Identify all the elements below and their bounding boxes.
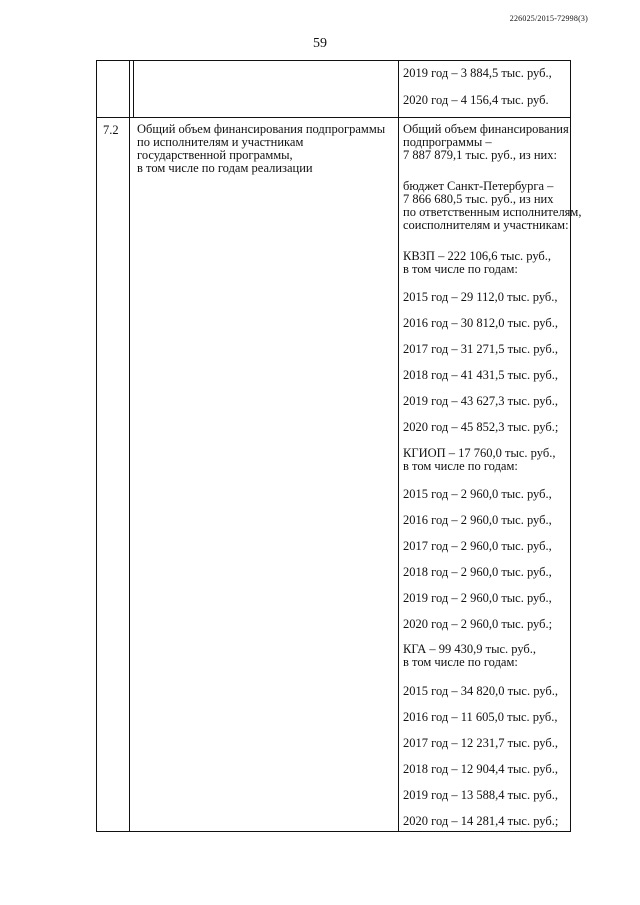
year-line: 2020 год – 14 281,4 тыс. руб.; xyxy=(403,814,559,828)
year-line: 2015 год – 2 960,0 тыс. руб., xyxy=(403,487,552,501)
page-number: 59 xyxy=(313,36,327,51)
executor-header: в том числе по годам: xyxy=(403,655,518,669)
total-line: Общий объем финансирования xyxy=(403,122,569,136)
year-line: 2017 год – 31 271,5 тыс. руб., xyxy=(403,342,559,356)
budget-line: 7 866 680,5 тыс. руб., из них xyxy=(403,192,554,206)
executor-header: в том числе по годам: xyxy=(403,262,518,276)
column-divider xyxy=(133,61,134,118)
year-line: 2016 год – 11 605,0 тыс. руб., xyxy=(403,710,558,724)
year-line: 2018 год – 12 904,4 тыс. руб., xyxy=(403,762,559,776)
column-divider xyxy=(129,61,130,831)
document-id: 226025/2015-72998(3) xyxy=(509,14,588,23)
year-line: 2018 год – 2 960,0 тыс. руб., xyxy=(403,565,552,579)
row-title-line: Общий объем финансирования подпрограммы xyxy=(137,122,386,136)
row-title-line: в том числе по годам реализации xyxy=(137,161,313,175)
executor-header: в том числе по годам: xyxy=(403,459,518,473)
year-line: 2020 год – 2 960,0 тыс. руб.; xyxy=(403,617,553,631)
continuation-line: 2019 год – 3 884,5 тыс. руб., xyxy=(403,66,552,80)
total-line: 7 887 879,1 тыс. руб., из них: xyxy=(403,148,557,162)
column-divider xyxy=(398,61,399,831)
year-line: 2019 год – 43 627,3 тыс. руб., xyxy=(403,394,559,408)
year-line: 2016 год – 30 812,0 тыс. руб., xyxy=(403,316,559,330)
continuation-line: 2020 год – 4 156,4 тыс. руб. xyxy=(403,93,549,107)
budget-line: бюджет Санкт-Петербурга – xyxy=(403,179,554,193)
total-line: подпрограммы – xyxy=(403,135,492,149)
budget-line: по ответственным исполнителям, xyxy=(403,205,582,219)
row-divider xyxy=(97,117,570,118)
year-line: 2020 год – 45 852,3 тыс. руб.; xyxy=(403,420,559,434)
executor-header: КГА – 99 430,9 тыс. руб., xyxy=(403,642,537,656)
year-line: 2019 год – 2 960,0 тыс. руб., xyxy=(403,591,552,605)
year-line: 2019 год – 13 588,4 тыс. руб., xyxy=(403,788,559,802)
year-line: 2017 год – 2 960,0 тыс. руб., xyxy=(403,539,552,553)
row-title xyxy=(137,123,392,175)
executor-header: КГИОП – 17 760,0 тыс. руб., xyxy=(403,446,556,460)
year-line: 2015 год – 34 820,0 тыс. руб., xyxy=(403,684,559,698)
year-line: 2016 год – 2 960,0 тыс. руб., xyxy=(403,513,552,527)
financing-table xyxy=(96,60,582,832)
executor-header: КВЗП – 222 106,6 тыс. руб., xyxy=(403,249,552,263)
row-title-line: государственной программы, xyxy=(137,148,293,162)
year-line: 2018 год – 41 431,5 тыс. руб., xyxy=(403,368,559,382)
year-line: 2017 год – 12 231,7 тыс. руб., xyxy=(403,736,559,750)
year-line: 2015 год – 29 112,0 тыс. руб., xyxy=(403,290,558,304)
row-title-line: по исполнителям и участникам xyxy=(137,135,304,149)
row-number: 7.2 xyxy=(103,123,119,137)
budget-line: соисполнителям и участникам: xyxy=(403,218,569,232)
